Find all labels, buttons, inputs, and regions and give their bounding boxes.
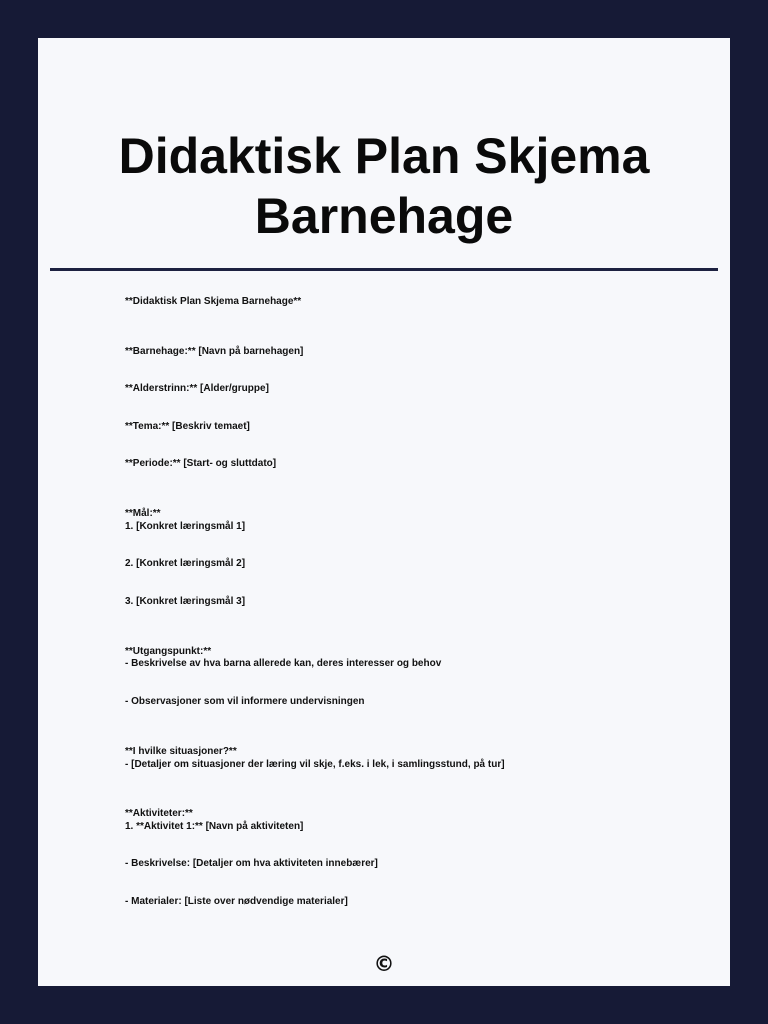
aktivitet-item: 1. **Aktivitet 1:** [Navn på aktiviteten] bbox=[125, 821, 304, 832]
aktivitet-item: - Beskrivelse: [Detaljer om hva aktiviteten innebærer] bbox=[125, 858, 378, 869]
tema-field: **Tema:** [Beskriv temaet] bbox=[125, 421, 250, 432]
periode-field: **Periode:** [Start- og sluttdato] bbox=[125, 458, 277, 469]
title-divider bbox=[50, 268, 718, 271]
document-title bbox=[38, 126, 730, 246]
maal-item: 3. [Konkret læringsmål 3] bbox=[125, 596, 246, 607]
situasjoner-item: - [Detaljer om situasjoner der læring vil skje, f.eks. i lek, i samlingsstund, på tur] bbox=[125, 759, 505, 770]
title-line-2: Barnehage bbox=[254, 188, 514, 244]
barnehage-field: **Barnehage:** [Navn på barnehagen] bbox=[125, 346, 304, 357]
maal-heading: **Mål:** bbox=[125, 508, 161, 519]
maal-item: 1. [Konkret læringsmål 1] bbox=[125, 521, 246, 532]
situasjoner-heading: **I hvilke situasjoner?** bbox=[125, 746, 237, 757]
utgangspunkt-item: - Beskrivelse av hva barna allerede kan, deres interesser og behov bbox=[125, 658, 442, 669]
alderstrinn-field: **Alderstrinn:** [Alder/gruppe] bbox=[125, 383, 269, 394]
maal-item: 2. [Konkret læringsmål 2] bbox=[125, 558, 246, 569]
utgangspunkt-heading: **Utgangspunkt:** bbox=[125, 646, 212, 657]
utgangspunkt-item: - Observasjoner som vil informere undervisningen bbox=[125, 696, 365, 707]
document-page bbox=[38, 38, 730, 986]
form-heading: **Didaktisk Plan Skjema Barnehage** bbox=[125, 296, 302, 307]
copyright-icon: © bbox=[373, 952, 395, 976]
aktiviteter-heading: **Aktiviteter:** bbox=[125, 808, 193, 819]
aktivitet-item: - Materialer: [Liste over nødvendige materialer] bbox=[125, 896, 348, 907]
title-line-1: Didaktisk Plan Skjema bbox=[118, 128, 650, 184]
